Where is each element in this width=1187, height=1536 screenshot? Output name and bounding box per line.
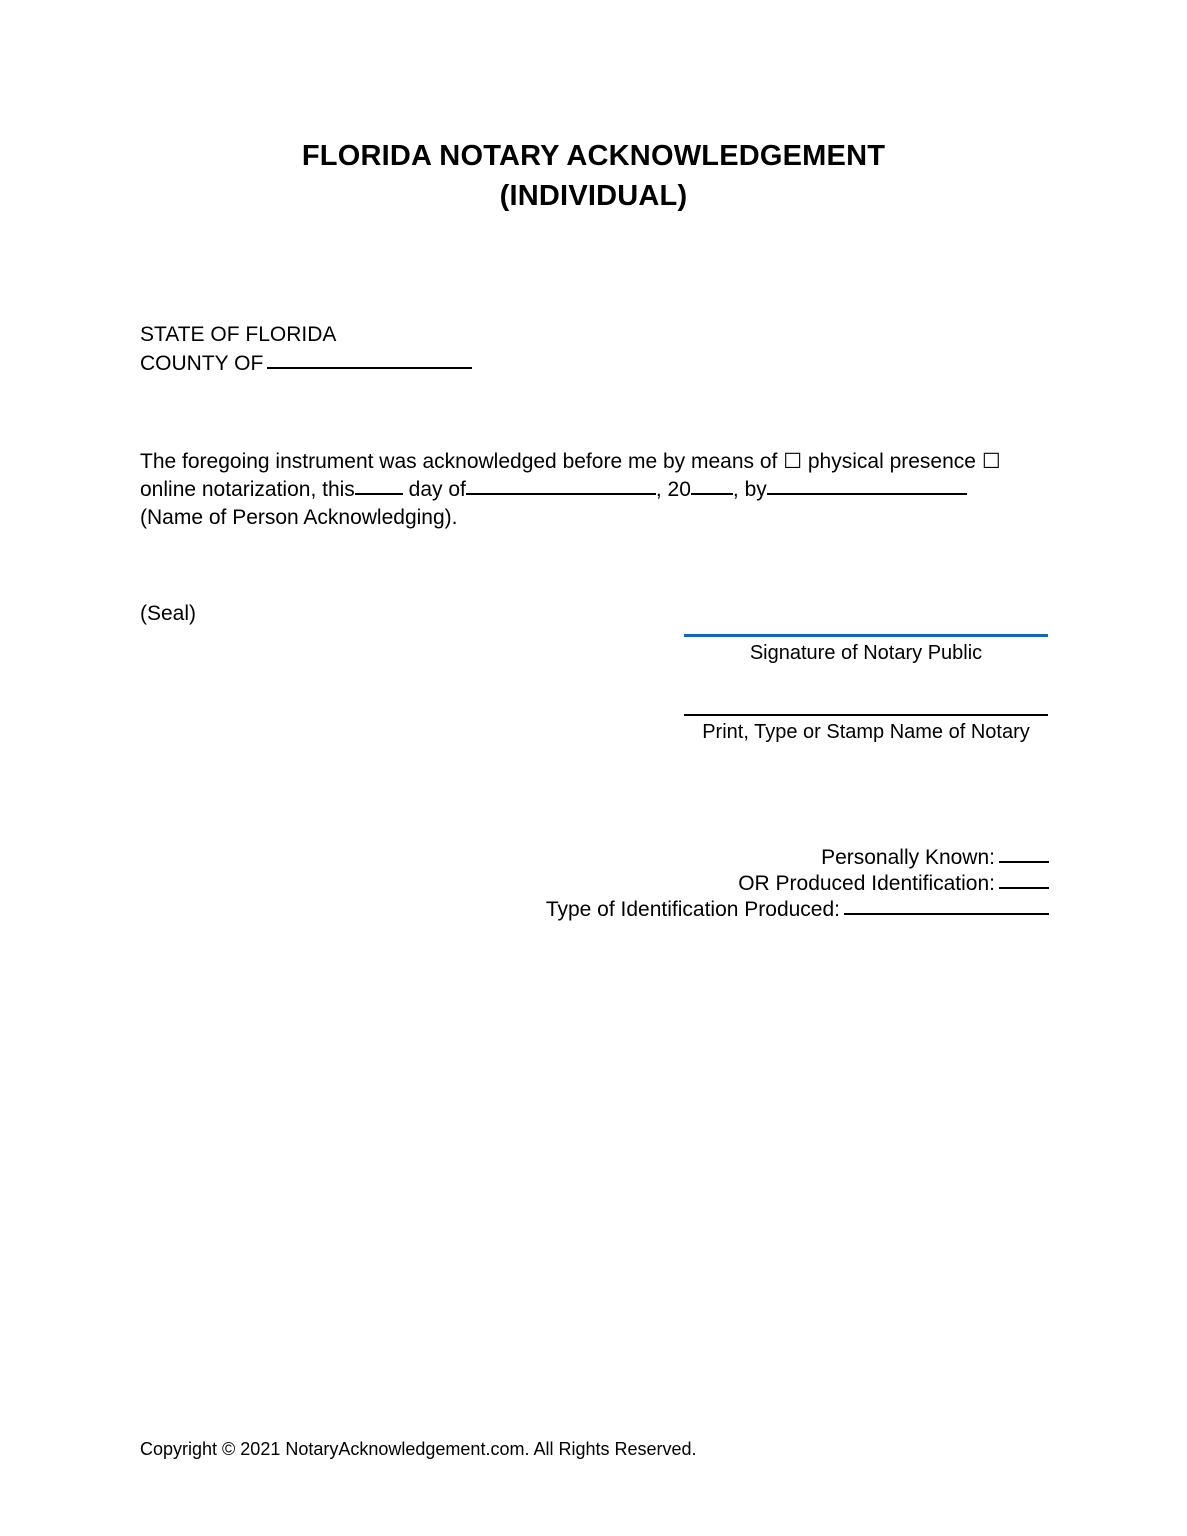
venue-block [140, 320, 472, 378]
produced-identification-line [0, 871, 1049, 897]
day-of-label: day of [408, 478, 466, 501]
personally-known-line [0, 845, 1049, 871]
year-prefix-label: , 20 [655, 478, 691, 501]
physical-presence-checkbox[interactable]: ☐ [783, 450, 803, 473]
online-notarization-label: online notarization, this [140, 478, 355, 501]
produced-identification-blank-field[interactable] [999, 887, 1049, 889]
page-title [0, 136, 1187, 216]
personally-known-blank-field[interactable] [999, 861, 1049, 863]
title-line-secondary: (INDIVIDUAL) [499, 180, 688, 212]
day-blank-field[interactable] [355, 493, 403, 495]
notary-signature-group [684, 634, 1048, 666]
title-line-primary: FLORIDA NOTARY ACKNOWLEDGEMENT [301, 140, 886, 172]
month-blank-field[interactable] [466, 493, 656, 495]
year-blank-field[interactable] [691, 493, 733, 495]
seal-label: (Seal) [140, 602, 197, 625]
signature-block [684, 634, 1048, 745]
county-line [140, 349, 472, 378]
person-name-blank-field[interactable] [767, 493, 967, 495]
personally-known-label: Personally Known: [821, 846, 995, 869]
online-notarization-checkbox[interactable]: ☐ [981, 450, 1001, 473]
acknowledgement-line-2 [140, 476, 1056, 504]
physical-presence-label: physical presence [807, 450, 976, 473]
by-label: , by [732, 478, 767, 501]
identification-block [0, 845, 1049, 923]
footer-copyright: Copyright © 2021 NotaryAcknowledgement.com. All Rights Reserved. [140, 1439, 697, 1459]
state-line: STATE OF FLORIDA [140, 323, 337, 346]
notary-signature-caption: Signature of Notary Public [749, 642, 983, 664]
acknowledgement-intro-text: The foregoing instrument was acknowledged before me by means of [140, 450, 778, 473]
notary-name-group [684, 714, 1048, 745]
notary-name-caption: Print, Type or Stamp Name of Notary [702, 721, 1030, 743]
acknowledgement-line-1 [140, 448, 1056, 476]
type-of-identification-label: Type of Identification Produced: [545, 898, 840, 921]
acknowledgement-paragraph [140, 448, 1056, 532]
produced-identification-label: OR Produced Identification: [738, 872, 995, 895]
type-of-identification-blank-field[interactable] [844, 913, 1049, 915]
county-blank-field[interactable] [267, 367, 472, 369]
county-label: COUNTY OF [140, 352, 264, 375]
acknowledgement-line-3: (Name of Person Acknowledging). [140, 506, 458, 529]
type-of-identification-line [0, 897, 1049, 923]
